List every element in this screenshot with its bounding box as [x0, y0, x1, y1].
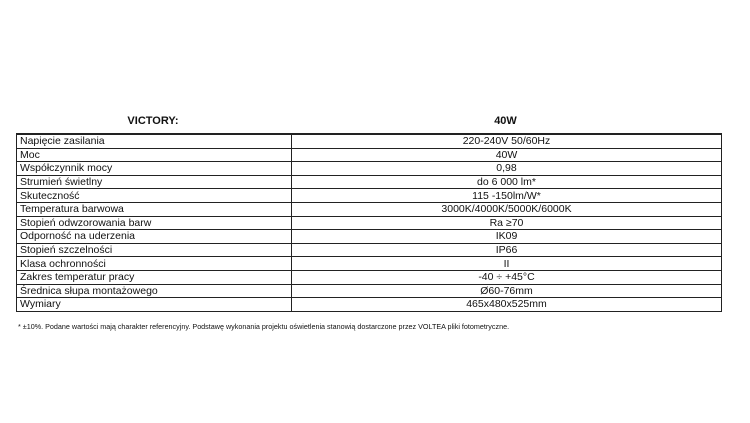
- table-row: [17, 270, 722, 284]
- footnote: * ±10%. Podane wartości mają charakter referencyjny. Podstawę wykonania projektu oświetlenia stanowią dostarczone przez VOLTEA pliki fotometryczne.: [18, 322, 510, 331]
- spec-value: 0,98: [292, 162, 722, 176]
- spec-value: IK09: [292, 230, 722, 244]
- table-row: [17, 243, 722, 257]
- spec-label: Stopień odwzorowania barw: [17, 216, 292, 230]
- variant-name: 40W: [494, 115, 517, 127]
- spec-label: Wymiary: [17, 298, 292, 312]
- spec-label: Temperatura barwowa: [17, 202, 292, 216]
- spec-value: 220-240V 50/60Hz: [292, 134, 722, 148]
- table-row: [17, 284, 722, 298]
- spec-label: Moc: [17, 148, 292, 162]
- spec-value: Ra ≥70: [292, 216, 722, 230]
- table-row: [17, 134, 722, 148]
- table-row: [17, 202, 722, 216]
- table-row: [17, 216, 722, 230]
- table-row: [17, 189, 722, 203]
- spec-table: [16, 133, 722, 312]
- spec-value: do 6 000 lm*: [292, 175, 722, 189]
- spec-value: II: [292, 257, 722, 271]
- spec-label: Odporność na uderzenia: [17, 230, 292, 244]
- spec-label: Klasa ochronności: [17, 257, 292, 271]
- product-name: VICTORY:: [127, 115, 179, 127]
- spec-label: Skuteczność: [17, 189, 292, 203]
- spec-value: 40W: [292, 148, 722, 162]
- spec-value: Ø60-76mm: [292, 284, 722, 298]
- spec-value: 115 -150lm/W*: [292, 189, 722, 203]
- table-row: [17, 148, 722, 162]
- table-row: [17, 257, 722, 271]
- spec-label: Stopień szczelności: [17, 243, 292, 257]
- spec-value: 3000K/4000K/5000K/6000K: [292, 202, 722, 216]
- table-row: [17, 230, 722, 244]
- table-row: [17, 162, 722, 176]
- spec-value: 465x480x525mm: [292, 298, 722, 312]
- table-row: [17, 298, 722, 312]
- spec-value: -40 ÷ +45°C: [292, 270, 722, 284]
- table-header: [16, 115, 721, 131]
- spec-label: Strumień świetlny: [17, 175, 292, 189]
- spec-label: Współczynnik mocy: [17, 162, 292, 176]
- spec-label: Średnica słupa montażowego: [17, 284, 292, 298]
- spec-label: Napięcie zasilania: [17, 134, 292, 148]
- table-row: [17, 175, 722, 189]
- spec-label: Zakres temperatur pracy: [17, 270, 292, 284]
- spec-value: IP66: [292, 243, 722, 257]
